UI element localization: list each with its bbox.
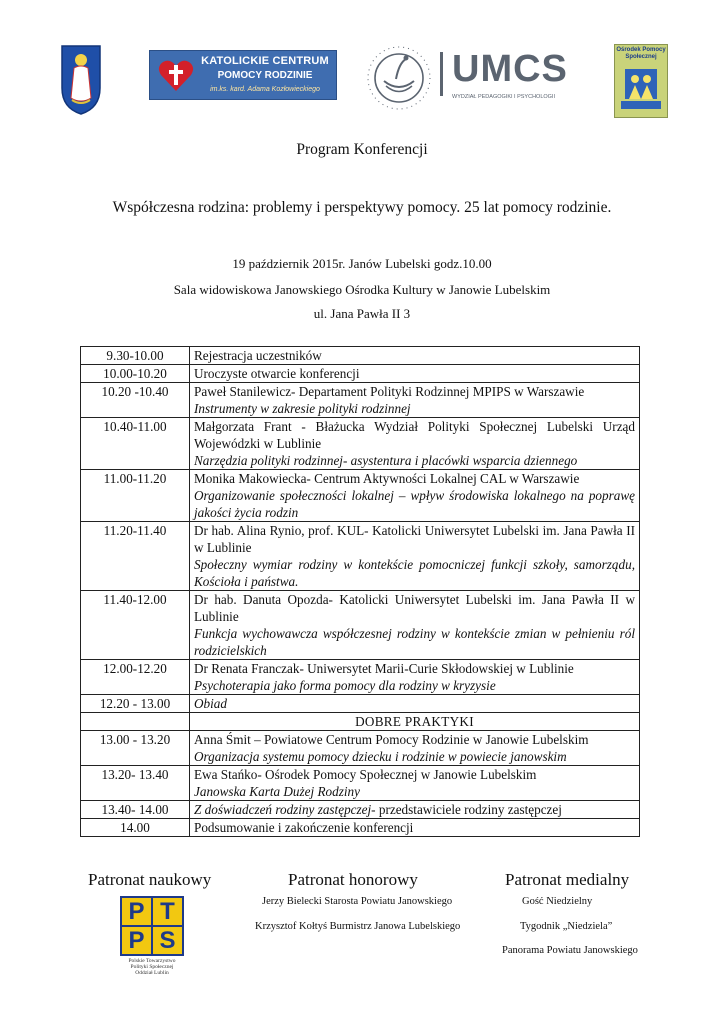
section-label: DOBRE PRAKTYKI xyxy=(190,713,640,731)
ptps-logo xyxy=(120,896,184,978)
conference-title: Współczesna rodzina: problemy i perspektywy pomocy. 25 lat pomocy rodzinie. xyxy=(112,199,612,216)
media-patron: Panorama Powiatu Janowskiego xyxy=(502,945,638,956)
umcs-emblem-icon xyxy=(366,45,432,111)
conference-address: ul. Jana Pawła II 3 xyxy=(313,306,411,321)
kcpr-name-line3: im.ks. kard. Adama Kozłowieckiego xyxy=(210,86,320,93)
table-row xyxy=(81,801,640,819)
ptps-caption-line: Polskie Towarzystwo xyxy=(128,958,176,964)
kcpr-name-line2: POMOCY RODZINIE xyxy=(217,70,313,81)
logo-bar xyxy=(0,40,724,120)
table-row xyxy=(81,591,640,660)
media-patron: Gość Niedzielny xyxy=(522,896,593,907)
ops-logo xyxy=(614,44,668,118)
agenda-time: 10.40-11.00 xyxy=(81,418,190,470)
agenda-speaker: Paweł Stanilewicz- Departament Polityki Rodzinnej MPIPS w Warszawie xyxy=(194,384,585,399)
agenda-time: 12.20 - 13.00 xyxy=(81,695,190,713)
agenda-time: 14.00 xyxy=(81,819,190,837)
agenda-time: 13.20- 13.40 xyxy=(81,766,190,801)
table-row xyxy=(81,731,640,766)
agenda-speaker: Rejestracja uczestników xyxy=(194,348,322,363)
agenda-item xyxy=(190,347,640,365)
honorary-patronage-title: Patronat honorowy xyxy=(288,870,418,889)
umcs-wordmark xyxy=(440,46,580,106)
honorary-patron: Jerzy Bielecki Starosta Powiatu Janowskiego xyxy=(262,896,453,907)
ptps-caption-line: Oddział Lublin xyxy=(135,970,169,976)
agenda-time: 13.00 - 13.20 xyxy=(81,731,190,766)
table-row xyxy=(81,383,640,418)
agenda-speaker: Uroczyste otwarcie konferencji xyxy=(194,366,360,381)
agenda-item xyxy=(190,731,640,766)
agenda-speaker: Monika Makowiecka- Centrum Aktywności Lokalnej CAL w Warszawie xyxy=(194,471,580,486)
table-row xyxy=(81,766,640,801)
media-patron: Tygodnik „Niedziela” xyxy=(520,921,613,932)
table-row xyxy=(81,695,640,713)
heart-cross-icon xyxy=(156,55,196,95)
agenda-talk-title: Narzędzia polityki rodzinnej- asystentura i placówki wsparcia dziennego xyxy=(194,453,578,468)
agenda-item xyxy=(190,660,640,695)
agenda-talk-title: Janowska Karta Dużej Rodziny xyxy=(194,784,360,799)
agenda-item xyxy=(190,819,640,837)
agenda-time: 10.20 -10.40 xyxy=(81,383,190,418)
ptps-letter: T xyxy=(153,898,182,925)
table-row xyxy=(81,713,640,731)
agenda-time: 11.00-11.20 xyxy=(81,470,190,522)
agenda-talk-title: Z doświadczeń rodziny zastępczej xyxy=(194,802,372,817)
agenda-item xyxy=(190,383,640,418)
ptps-letter: S xyxy=(153,927,182,954)
family-figures-icon xyxy=(619,65,663,113)
agenda-talk-title: Obiad xyxy=(194,696,227,711)
program-title: Program Konferencji xyxy=(296,141,428,158)
agenda-speaker: - przedstawiciele rodziny zastępczej xyxy=(371,802,562,817)
janow-coat-of-arms-icon xyxy=(60,42,102,116)
agenda-item xyxy=(190,766,640,801)
honorary-patron: Krzysztof Kołtyś Burmistrz Janowa Lubelskiego xyxy=(255,921,461,932)
agenda-speaker: Podsumowanie i zakończenie konferencji xyxy=(194,820,414,835)
agenda-time: 11.40-12.00 xyxy=(81,591,190,660)
table-row xyxy=(81,365,640,383)
ptps-grid xyxy=(120,896,184,956)
agenda-speaker: Małgorzata Frant - Błażucka Wydział Polityki Społecznej Lubelski Urząd Wojewódzki w Lublinie xyxy=(194,419,635,451)
agenda-item xyxy=(190,365,640,383)
agenda-talk-title: Organizacja systemu pomocy dziecku i rodzinie w powiecie janowskim xyxy=(194,749,567,764)
agenda-time: 13.40- 14.00 xyxy=(81,801,190,819)
table-row xyxy=(81,470,640,522)
table-row xyxy=(81,660,640,695)
agenda-talk-title: Psychoterapia jako forma pomocy dla rodziny w kryzysie xyxy=(194,678,496,693)
agenda-talk-title: Funkcja wychowawcza współczesnej rodziny w kontekście zmian w pełnieniu ról rodzicielskich xyxy=(194,626,635,658)
ops-name: Ośrodek Pomocy Społecznej xyxy=(616,47,666,60)
agenda-time: 9.30-10.00 xyxy=(81,347,190,365)
agenda-time: 12.00-12.20 xyxy=(81,660,190,695)
umcs-divider xyxy=(440,52,443,96)
table-row xyxy=(81,418,640,470)
agenda-time: 10.00-10.20 xyxy=(81,365,190,383)
conference-venue: Sala widowiskowa Janowskiego Ośrodka Kultury w Janowie Lubelskim xyxy=(173,282,551,297)
agenda-item xyxy=(190,695,640,713)
table-row xyxy=(81,819,640,837)
ptps-caption-line: Polityki Społecznej xyxy=(130,964,174,970)
agenda-talk-title: Społeczny wymiar rodziny w kontekście pomocniczej funkcji szkoły, samorządu, Kościoła i państwa. xyxy=(194,557,635,589)
kcpr-logo xyxy=(149,50,337,100)
agenda-item xyxy=(190,470,640,522)
umcs-name: UMCS xyxy=(452,48,568,90)
agenda-talk-title: Instrumenty w zakresie polityki rodzinnej xyxy=(194,401,411,416)
agenda-item xyxy=(190,591,640,660)
agenda-time: 11.20-11.40 xyxy=(81,522,190,591)
agenda-item xyxy=(190,801,640,819)
agenda-talk-title: Organizowanie społeczności lokalnej – wpływ środowiska lokalnego na poprawę jakości życia rodzin xyxy=(194,488,635,520)
table-row xyxy=(81,522,640,591)
umcs-faculty: WYDZIAŁ PEDAGOGIKI I PSYCHOLOGII xyxy=(452,94,555,100)
kcpr-name-line1: KATOLICKIE CENTRUM xyxy=(201,55,329,67)
agenda-speaker: Ewa Stańko- Ośrodek Pomocy Społecznej w Janowie Lubelskim xyxy=(194,767,537,782)
agenda-speaker: Anna Śmit – Powiatowe Centrum Pomocy Rodzinie w Janowie Lubelskim xyxy=(194,732,589,747)
agenda-time-empty xyxy=(81,713,190,731)
agenda-speaker: Dr Renata Franczak- Uniwersytet Marii-Curie Skłodowskiej w Lublinie xyxy=(194,661,574,676)
agenda-table xyxy=(80,346,640,837)
media-patronage-title: Patronat medialny xyxy=(505,870,630,889)
agenda-item xyxy=(190,418,640,470)
ptps-caption xyxy=(114,958,190,976)
conference-date: 19 październik 2015r. Janów Lubelski godz.10.00 xyxy=(232,256,492,271)
agenda-speaker: Dr hab. Danuta Opozda- Katolicki Uniwersytet Lubelski im. Jana Pawła II w Lublinie xyxy=(194,592,635,624)
agenda-speaker: Dr hab. Alina Rynio, prof. KUL- Katolicki Uniwersytet Lubelski im. Jana Pawła II w Lublinie xyxy=(194,523,635,555)
table-row xyxy=(81,347,640,365)
ptps-letter: P xyxy=(122,927,151,954)
scientific-patronage-title: Patronat naukowy xyxy=(88,870,212,889)
ptps-letter: P xyxy=(122,898,151,925)
agenda-item xyxy=(190,522,640,591)
